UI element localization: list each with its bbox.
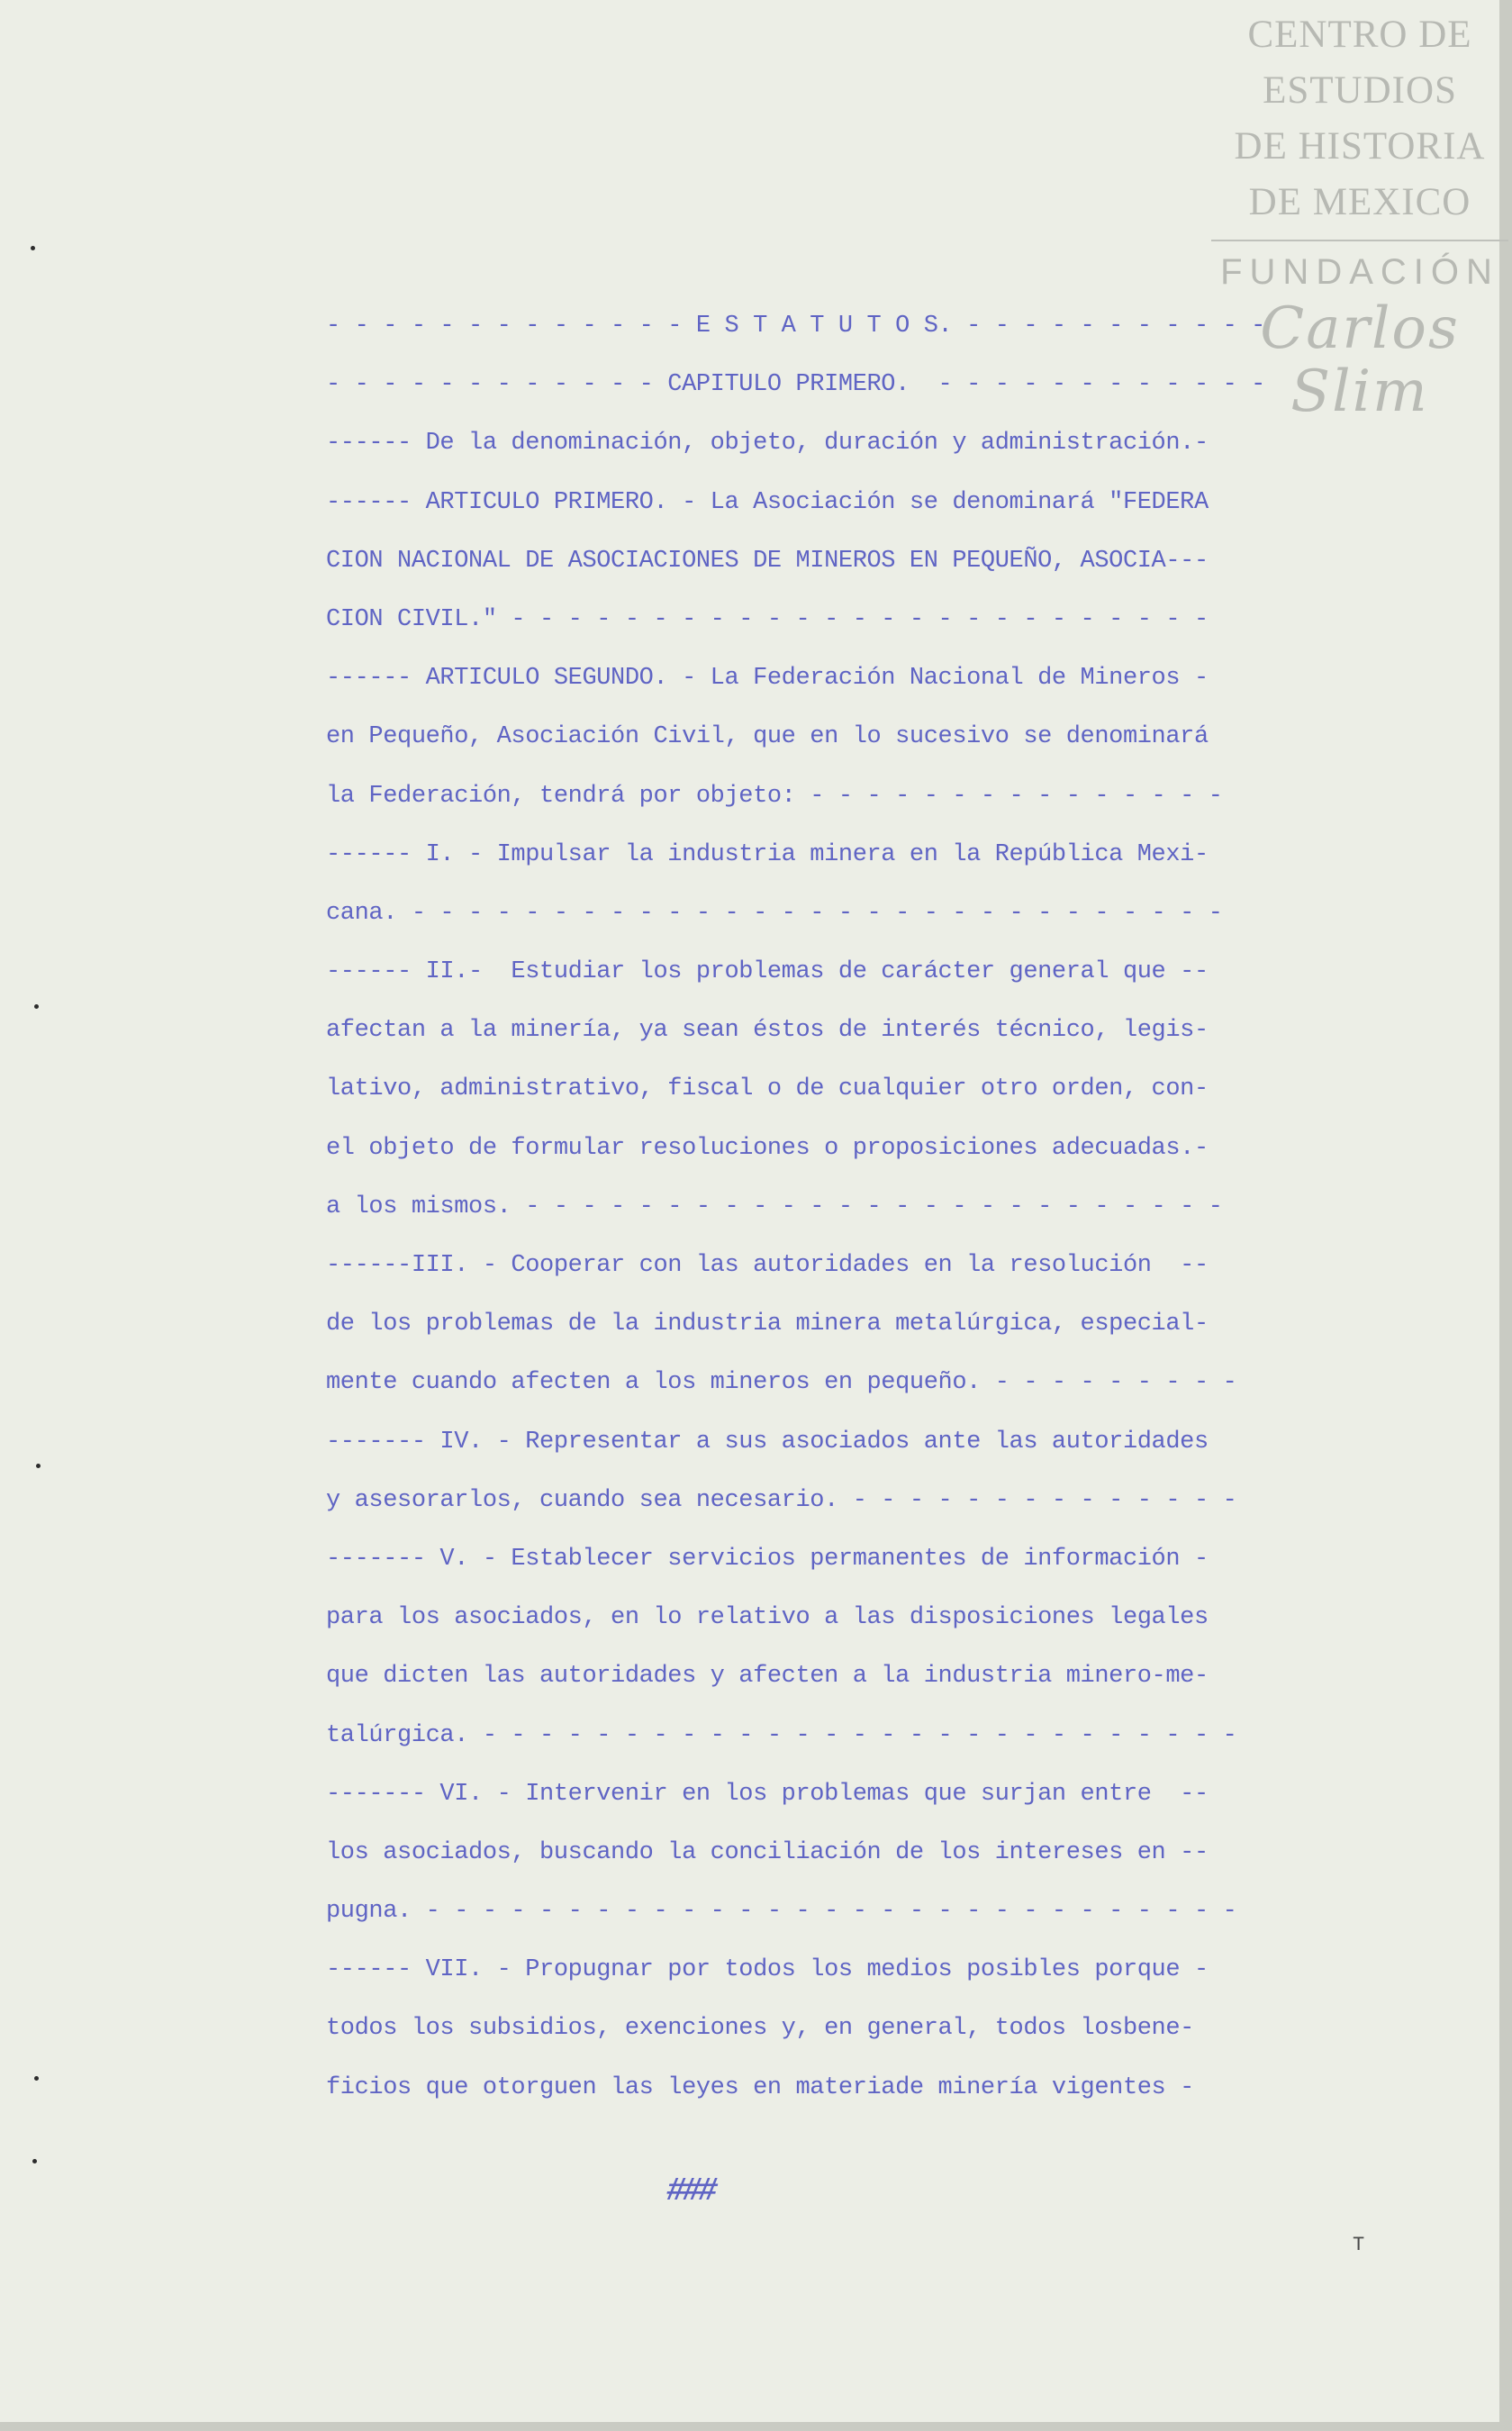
corner-mark: T	[1353, 2234, 1365, 2256]
text-line: ------ II.- Estudiar los problemas de carácter general que --	[326, 958, 1209, 986]
text-line: cana. - - - - - - - - - - - - - - - - - - - - - - - - - - - - -	[326, 899, 1223, 927]
text-line: CION NACIONAL DE ASOCIACIONES DE MINEROS EN PEQUEÑO, ASOCIA---	[326, 547, 1209, 575]
text-line: ------ VII. - Propugnar por todos los medios posibles porque -	[326, 1956, 1209, 1984]
watermark-signature: Carlos Slim	[1260, 295, 1460, 425]
text-line: ------- V. - Establecer servicios permanentes de información -	[326, 1545, 1209, 1573]
text-line: que dicten las autoridades y afecten a la industria minero-me-	[326, 1663, 1209, 1691]
text-line: - - - - - - - - - - - - CAPITULO PRIMERO. - - - - - - - - - - - -	[326, 371, 1265, 399]
margin-punch-mark	[31, 246, 35, 250]
watermark-foundation: FUNDACIÓN	[1220, 252, 1499, 292]
text-line: talúrgica. - - - - - - - - - - - - - - - - - - - - - - - - - - -	[326, 1721, 1237, 1749]
margin-punch-mark	[36, 1464, 41, 1468]
text-line: lativo, administrativo, fiscal o de cualquier otro orden, con-	[326, 1075, 1209, 1103]
margin-punch-mark	[34, 1004, 39, 1009]
text-line: de los problemas de la industria minera metalúrgica, especial-	[326, 1311, 1209, 1338]
typewritten-text	[326, 297, 1265, 2118]
watermark-divider	[1211, 240, 1508, 241]
text-line: CION CIVIL." - - - - - - - - - - - - - - - - - - - - - - - - -	[326, 605, 1209, 633]
text-line: ficios que otorguen las leyes en materiade minería vigentes -	[326, 2073, 1194, 2101]
text-line: el objeto de formular resoluciones o proposiciones adecuadas.-	[326, 1134, 1209, 1162]
text-line: pugna. - - - - - - - - - - - - - - - - - - - - - - - - - - - - -	[326, 1898, 1237, 1926]
text-line: ------ De la denominación, objeto, duración y administración.-	[326, 430, 1209, 458]
text-line: todos los subsidios, exenciones y, en general, todos losbene-	[326, 2015, 1194, 2043]
watermark-line: DE MEXICO	[1248, 181, 1471, 223]
text-line: afectan a la minería, ya sean éstos de interés técnico, legis-	[326, 1017, 1209, 1045]
text-line: ------ ARTICULO SEGUNDO. - La Federación Nacional de Mineros -	[326, 665, 1209, 693]
text-line: y asesorarlos, cuando sea necesario. - - - - - - - - - - - - - -	[326, 1486, 1237, 1514]
margin-punch-mark	[34, 2076, 39, 2081]
text-line: ------ ARTICULO PRIMERO. - La Asociación se denominará "FEDERA	[326, 488, 1209, 516]
watermark-line: CENTRO DE	[1247, 14, 1472, 56]
margin-punch-mark	[32, 2159, 37, 2163]
text-line: ------III. - Cooperar con las autoridades en la resolución --	[326, 1252, 1209, 1279]
text-line: - - - - - - - - - - - - - E S T A T U T O S. - - - - - - - - - - -	[326, 313, 1265, 340]
archive-watermark	[1211, 7, 1508, 423]
text-line: mente cuando afecten a los mineros en pequeño. - - - - - - - - -	[326, 1369, 1237, 1397]
text-line: la Federación, tendrá por objeto: - - - - - - - - - - - - - - -	[326, 782, 1223, 810]
watermark-line: ESTUDIOS	[1263, 69, 1457, 112]
text-line: ------- IV. - Representar a sus asociados ante las autoridades	[326, 1428, 1209, 1456]
text-line: ------- VI. - Intervenir en los problemas que surjan entre --	[326, 1780, 1209, 1808]
text-line: los asociados, buscando la conciliación de los intereses en --	[326, 1838, 1209, 1866]
text-line: a los mismos. - - - - - - - - - - - - - - - - - - - - - - - - -	[326, 1193, 1223, 1220]
watermark-line: DE HISTORIA	[1234, 125, 1486, 168]
text-line: en Pequeño, Asociación Civil, que en lo sucesivo se denominará	[326, 723, 1209, 751]
text-line: ------ I. - Impulsar la industria minera en la República Mexi-	[326, 840, 1209, 868]
footer-mark: ###	[666, 2172, 714, 2209]
text-line: para los asociados, en lo relativo a las disposiciones legales	[326, 1604, 1209, 1632]
